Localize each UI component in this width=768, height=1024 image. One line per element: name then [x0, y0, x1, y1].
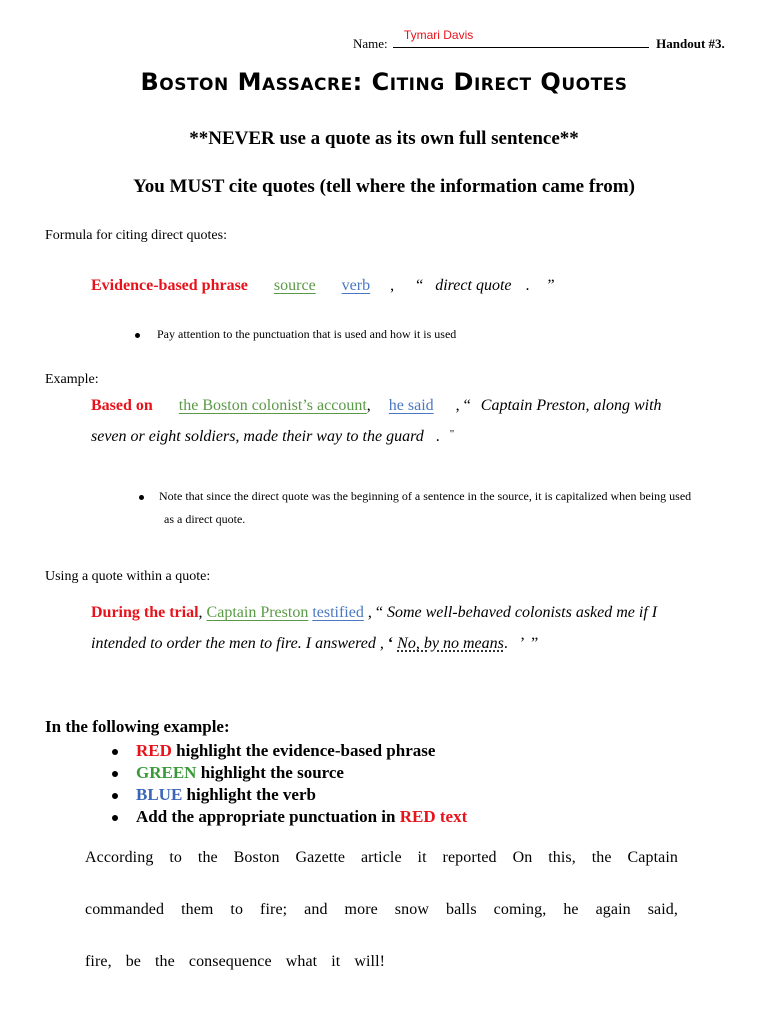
instruction-green-text: highlight the source	[196, 763, 344, 782]
practice-word: will!	[354, 953, 386, 970]
practice-word: be	[125, 953, 142, 970]
trial-inner-open: ‘	[387, 635, 394, 652]
name-field[interactable]	[393, 28, 649, 48]
instruction-blue-text: highlight the verb	[182, 785, 316, 804]
trial-line-1	[91, 604, 657, 622]
instruction-blue-word: BLUE	[136, 785, 183, 804]
example-label: Example:	[45, 372, 99, 387]
trial-line-2	[91, 635, 538, 653]
formula-verb: verb	[341, 277, 371, 294]
trial-quote-line2: intended to order the men to fire. I answered ,	[91, 635, 384, 652]
trial-evidence: During the trial	[91, 604, 199, 621]
practice-word: it	[331, 953, 341, 970]
formula-bullet-text: Pay attention to the punctuation that is used and how it is used	[157, 327, 457, 341]
instruction-punctuation-red: RED text	[399, 807, 468, 826]
instructions-heading: In the following example:	[45, 717, 230, 736]
instruction-punctuation-text: Add the appropriate punctuation in	[136, 807, 400, 826]
formula-line	[91, 277, 555, 295]
example-line-1	[91, 397, 662, 415]
example-end-period: .	[435, 428, 440, 445]
practice-line-3	[85, 953, 678, 971]
instruction-punctuation	[112, 806, 467, 828]
instructions-list	[112, 740, 467, 828]
example-note-line1: Note that since the direct quote was the beginning of a sentence in the source, it is capitalized when being used	[159, 489, 692, 503]
example-evidence: Based on	[91, 397, 153, 414]
quote-within-label: Using a quote within a quote:	[45, 569, 211, 584]
practice-word: fire,	[85, 953, 112, 970]
formula-open-quote: “	[416, 277, 424, 294]
trial-source: Captain Preston	[206, 604, 309, 621]
bullet-dot	[112, 771, 118, 777]
instruction-green-word: GREEN	[136, 763, 197, 782]
instruction-red-word: RED	[136, 741, 172, 760]
instruction-green	[112, 762, 467, 784]
example-source-comma: ,	[366, 397, 371, 414]
never-rule: **NEVER use a quote as its own full sentence**	[189, 128, 579, 149]
practice-word: consequence	[188, 953, 272, 970]
practice-word: what	[285, 953, 318, 970]
page-title: Boston Massacre: Citing Direct Quotes	[140, 68, 628, 96]
instruction-red-text: highlight the evidence-based phrase	[171, 741, 436, 760]
header-line	[353, 28, 725, 52]
trial-quote-line1: Some well-behaved colonists asked me if I	[386, 604, 658, 621]
practice-line-2: commanded them to fire; and more snow balls coming, he again said,	[85, 901, 678, 918]
trial-punct: , “	[363, 604, 383, 621]
formula-comma: ,	[390, 277, 395, 294]
example-note	[139, 485, 729, 531]
trial-verb: testified	[312, 604, 364, 621]
formula-bullet	[135, 327, 456, 342]
must-rule: You MUST cite quotes (tell where the information came from)	[133, 176, 635, 197]
bullet-dot	[139, 495, 144, 500]
practice-word: the	[155, 953, 175, 970]
formula-evidence: Evidence-based phrase	[91, 277, 248, 294]
formula-period: .	[525, 277, 530, 294]
formula-source: source	[273, 277, 316, 294]
name-value: Tymari Davis	[403, 28, 474, 42]
formula-label: Formula for citing direct quotes:	[45, 228, 227, 243]
practice-line-1: According to the Boston Gazette article it reported On this, the Captain	[85, 849, 678, 866]
example-line-2	[91, 428, 454, 446]
trial-inner-quote: No, by no means	[397, 635, 504, 652]
example-note-line2: as a direct quote.	[164, 512, 246, 526]
example-quote-line1: Captain Preston, along with	[480, 397, 662, 414]
example-verb: he said	[388, 397, 434, 414]
instruction-red	[112, 740, 467, 762]
example-quote-line2: seven or eight soldiers, made their way to the guard	[91, 428, 424, 445]
trial-comma: ,	[198, 604, 203, 621]
bullet-dot	[112, 815, 118, 821]
bullet-dot	[112, 749, 118, 755]
trial-outer-close: ”	[531, 635, 539, 652]
trial-inner-period: .	[503, 635, 508, 652]
example-source: the Boston colonist’s account	[178, 397, 367, 414]
handout-number: Handout #3.	[656, 36, 725, 51]
instruction-blue	[112, 784, 467, 806]
bullet-dot	[112, 793, 118, 799]
example-punct: , “	[455, 397, 471, 414]
name-label: Name:	[353, 36, 388, 51]
bullet-dot	[135, 333, 140, 338]
formula-close-quote: ”	[547, 277, 555, 294]
trial-inner-close: ’	[519, 635, 526, 652]
example-end-quote: "	[449, 428, 455, 440]
formula-quote: direct quote	[435, 277, 512, 294]
